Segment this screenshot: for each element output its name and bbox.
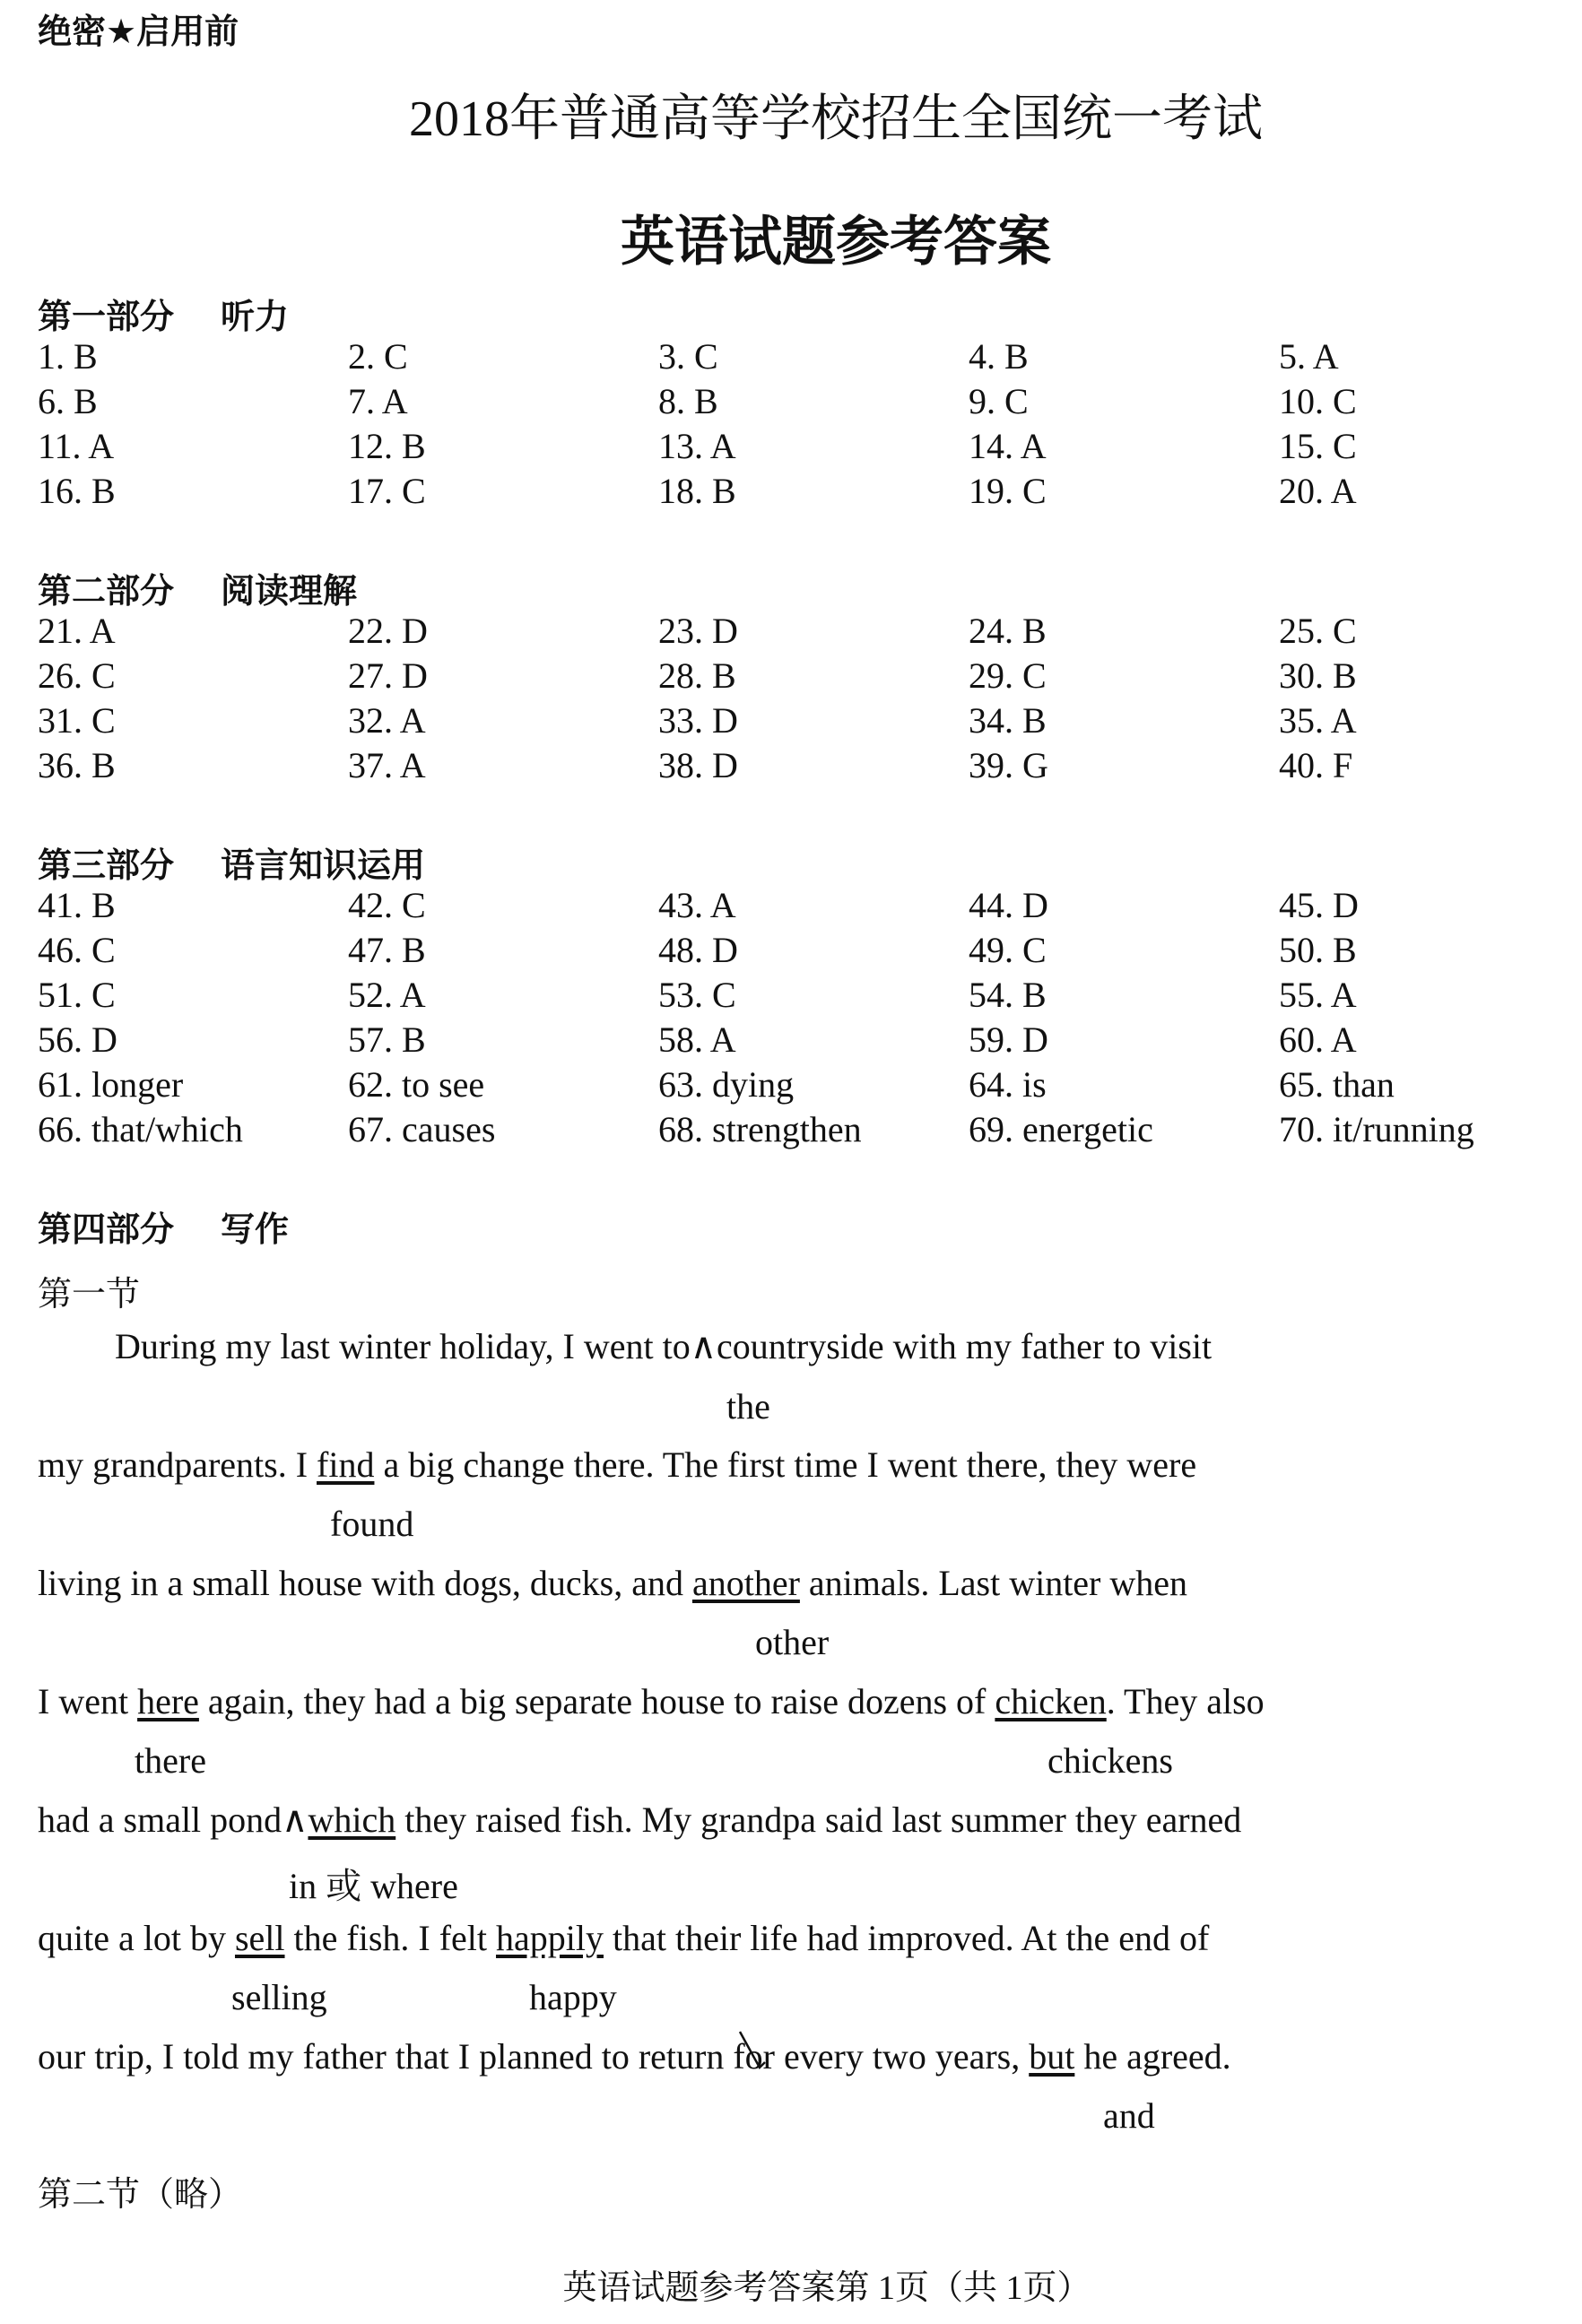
- correction-and: and: [1103, 2095, 1155, 2136]
- answer-item: 37. A: [348, 745, 426, 785]
- answer-item: 38. D: [658, 745, 738, 785]
- essay-text: he agreed.: [1074, 2036, 1231, 2077]
- answer-item: 23. D: [658, 611, 738, 651]
- delete-mark-icon: [734, 2028, 770, 2078]
- part2-number: 第二部分: [38, 571, 175, 611]
- essay-line-6: [38, 1917, 1209, 1959]
- error-word: but: [1029, 2036, 1075, 2077]
- answer-item: 56. D: [38, 1019, 117, 1060]
- part1-number: 第一部分: [38, 297, 175, 336]
- answer-item: 45. D: [1279, 885, 1359, 925]
- answer-item: 13. A: [658, 426, 736, 466]
- answer-item: 43. A: [658, 885, 736, 925]
- error-word: sell: [234, 1918, 285, 1958]
- answer-item: 44. D: [969, 885, 1048, 925]
- answer-item: 61. longer: [38, 1064, 184, 1105]
- essay-line-4: [38, 1680, 1265, 1722]
- essay-text: animals. Last winter when: [799, 1563, 1188, 1603]
- essay-line-3: [38, 1562, 1187, 1604]
- answer-item: 66. that/which: [38, 1109, 243, 1149]
- page-title: 英语试题参考答案: [621, 211, 1051, 273]
- answer-item: 48. D: [658, 930, 738, 970]
- essay-text: During my last winter holiday, I went to: [115, 1326, 691, 1366]
- essay-text: . They also: [1106, 1681, 1265, 1721]
- answer-item: 29. C: [969, 655, 1047, 696]
- answer-item: 12. B: [348, 426, 426, 466]
- deleted-word: [733, 2035, 775, 2077]
- part3-heading: [38, 837, 425, 887]
- answer-item: 20. A: [1279, 471, 1357, 511]
- answer-item: 62. to see: [348, 1064, 485, 1105]
- answer-item: 4. B: [969, 336, 1029, 377]
- answer-item: 19. C: [969, 471, 1047, 511]
- part2-heading: [38, 563, 357, 612]
- answer-item: 35. A: [1279, 700, 1357, 741]
- answer-item: 17. C: [348, 471, 426, 511]
- essay-text: living in a small house with dogs, ducks, and: [38, 1563, 692, 1603]
- correction-happy: happy: [529, 1977, 617, 2017]
- answer-item: 15. C: [1279, 426, 1357, 466]
- answer-item: 53. C: [658, 975, 736, 1015]
- essay-text: they raised fish. My grandpa said last summer they earned: [396, 1799, 1242, 1840]
- essay-text: my grandparents. I: [38, 1444, 317, 1485]
- answer-item: 39. G: [969, 745, 1048, 785]
- answer-item: 25. C: [1279, 611, 1357, 651]
- insert-caret: ∧: [690, 1326, 717, 1366]
- part2-name: 阅读理解: [221, 571, 358, 611]
- answer-item: 42. C: [348, 885, 426, 925]
- answer-item: 9. C: [969, 381, 1029, 421]
- correction-in-or-where: in 或 where: [289, 1866, 458, 1906]
- answer-item: 34. B: [969, 700, 1047, 741]
- answer-item: 14. A: [969, 426, 1047, 466]
- answer-item: 46. C: [38, 930, 116, 970]
- answer-item: 11. A: [38, 426, 115, 466]
- answer-item: 22. D: [348, 611, 428, 651]
- correction-selling: selling: [231, 1977, 327, 2017]
- answer-item: 64. is: [969, 1064, 1047, 1105]
- exam-title: 2018年普通高等学校招生全国统一考试: [409, 91, 1263, 147]
- answer-item: 55. A: [1279, 975, 1357, 1015]
- answer-item: 52. A: [348, 975, 426, 1015]
- answer-item: 36. B: [38, 745, 116, 785]
- correction-chickens: chickens: [1047, 1740, 1173, 1781]
- error-word: which: [308, 1799, 396, 1840]
- essay-text: our trip, I told my father that I planned to return: [38, 2036, 734, 2077]
- part1-heading: [38, 289, 289, 338]
- answer-item: 5. A: [1279, 336, 1339, 377]
- part4-heading: [38, 1201, 289, 1251]
- answer-item: 47. B: [348, 930, 426, 970]
- answer-item: 58. A: [658, 1019, 736, 1060]
- answer-item: 40. F: [1279, 745, 1353, 785]
- answer-item: 60. A: [1279, 1019, 1357, 1060]
- answer-item: 70. it/running: [1279, 1109, 1474, 1149]
- part4-number: 第四部分: [38, 1210, 175, 1249]
- answer-item: 50. B: [1279, 930, 1357, 970]
- part1-name: 听力: [221, 297, 290, 336]
- answer-item: 68. strengthen: [658, 1109, 862, 1149]
- answer-item: 10. C: [1279, 381, 1357, 421]
- part3-number: 第三部分: [38, 845, 175, 885]
- essay-text: quite a lot by: [38, 1918, 235, 1958]
- answer-item: 28. B: [658, 655, 736, 696]
- part3-name: 语言知识运用: [221, 845, 426, 885]
- section1-label: 第一节: [38, 1274, 141, 1314]
- error-word: happily: [496, 1918, 604, 1958]
- answer-item: 57. B: [348, 1019, 426, 1060]
- essay-text: that their life had improved. At the end of: [604, 1918, 1210, 1958]
- essay-line-2: [38, 1444, 1196, 1486]
- confidential-label: 绝密★启用前: [38, 12, 239, 51]
- answer-item: 24. B: [969, 611, 1047, 651]
- answer-item: 3. C: [658, 336, 718, 377]
- answer-item: 6. B: [38, 381, 98, 421]
- answer-item: 69. energetic: [969, 1109, 1153, 1149]
- answer-item: 27. D: [348, 655, 428, 696]
- essay-text: had a small pond: [38, 1799, 282, 1840]
- page-footer: 英语试题参考答案第 1页（共 1页）: [562, 2269, 1091, 2307]
- answer-item: 63. dying: [658, 1064, 795, 1105]
- correction-there: there: [135, 1740, 206, 1781]
- essay-line-5: [38, 1799, 1241, 1841]
- essay-text: I went: [38, 1681, 138, 1721]
- answer-item: 8. B: [658, 381, 718, 421]
- answer-item: 31. C: [38, 700, 116, 741]
- answer-item: 16. B: [38, 471, 116, 511]
- answer-item: 49. C: [969, 930, 1047, 970]
- essay-text: a big change there. The first time I went there, they were: [374, 1444, 1197, 1485]
- answer-item: 18. B: [658, 471, 736, 511]
- answer-item: 33. D: [658, 700, 738, 741]
- error-word: find: [317, 1444, 375, 1485]
- answer-item: 65. than: [1279, 1064, 1395, 1105]
- essay-text: every two years,: [774, 2036, 1030, 2077]
- correction-the: the: [726, 1386, 770, 1426]
- error-word: chicken: [995, 1681, 1107, 1721]
- answer-item: 59. D: [969, 1019, 1048, 1060]
- deleted-word-text: for: [733, 2036, 775, 2077]
- essay-line-7: [38, 2035, 1231, 2077]
- error-word: here: [137, 1681, 199, 1721]
- answer-item: 30. B: [1279, 655, 1357, 696]
- answer-item: 1. B: [38, 336, 98, 377]
- answer-item: 21. A: [38, 611, 116, 651]
- essay-line-1: [115, 1325, 1212, 1367]
- essay-text: countryside with my father to visit: [717, 1326, 1213, 1366]
- answer-item: 41. B: [38, 885, 116, 925]
- answer-item: 7. A: [348, 381, 408, 421]
- insert-caret: ∧: [282, 1799, 309, 1840]
- correction-other: other: [755, 1622, 830, 1662]
- correction-found: found: [330, 1504, 414, 1544]
- error-word: another: [691, 1563, 800, 1603]
- answer-item: 2. C: [348, 336, 408, 377]
- essay-text: the fish. I felt: [284, 1918, 497, 1958]
- answer-item: 51. C: [38, 975, 116, 1015]
- answer-item: 67. causes: [348, 1109, 496, 1149]
- essay-text: again, they had a big separate house to raise dozens of: [198, 1681, 995, 1721]
- answer-item: 32. A: [348, 700, 426, 741]
- answer-item: 54. B: [969, 975, 1047, 1015]
- answer-item: 26. C: [38, 655, 116, 696]
- section2-label: 第二节（略）: [38, 2174, 243, 2214]
- part4-name: 写作: [221, 1210, 290, 1249]
